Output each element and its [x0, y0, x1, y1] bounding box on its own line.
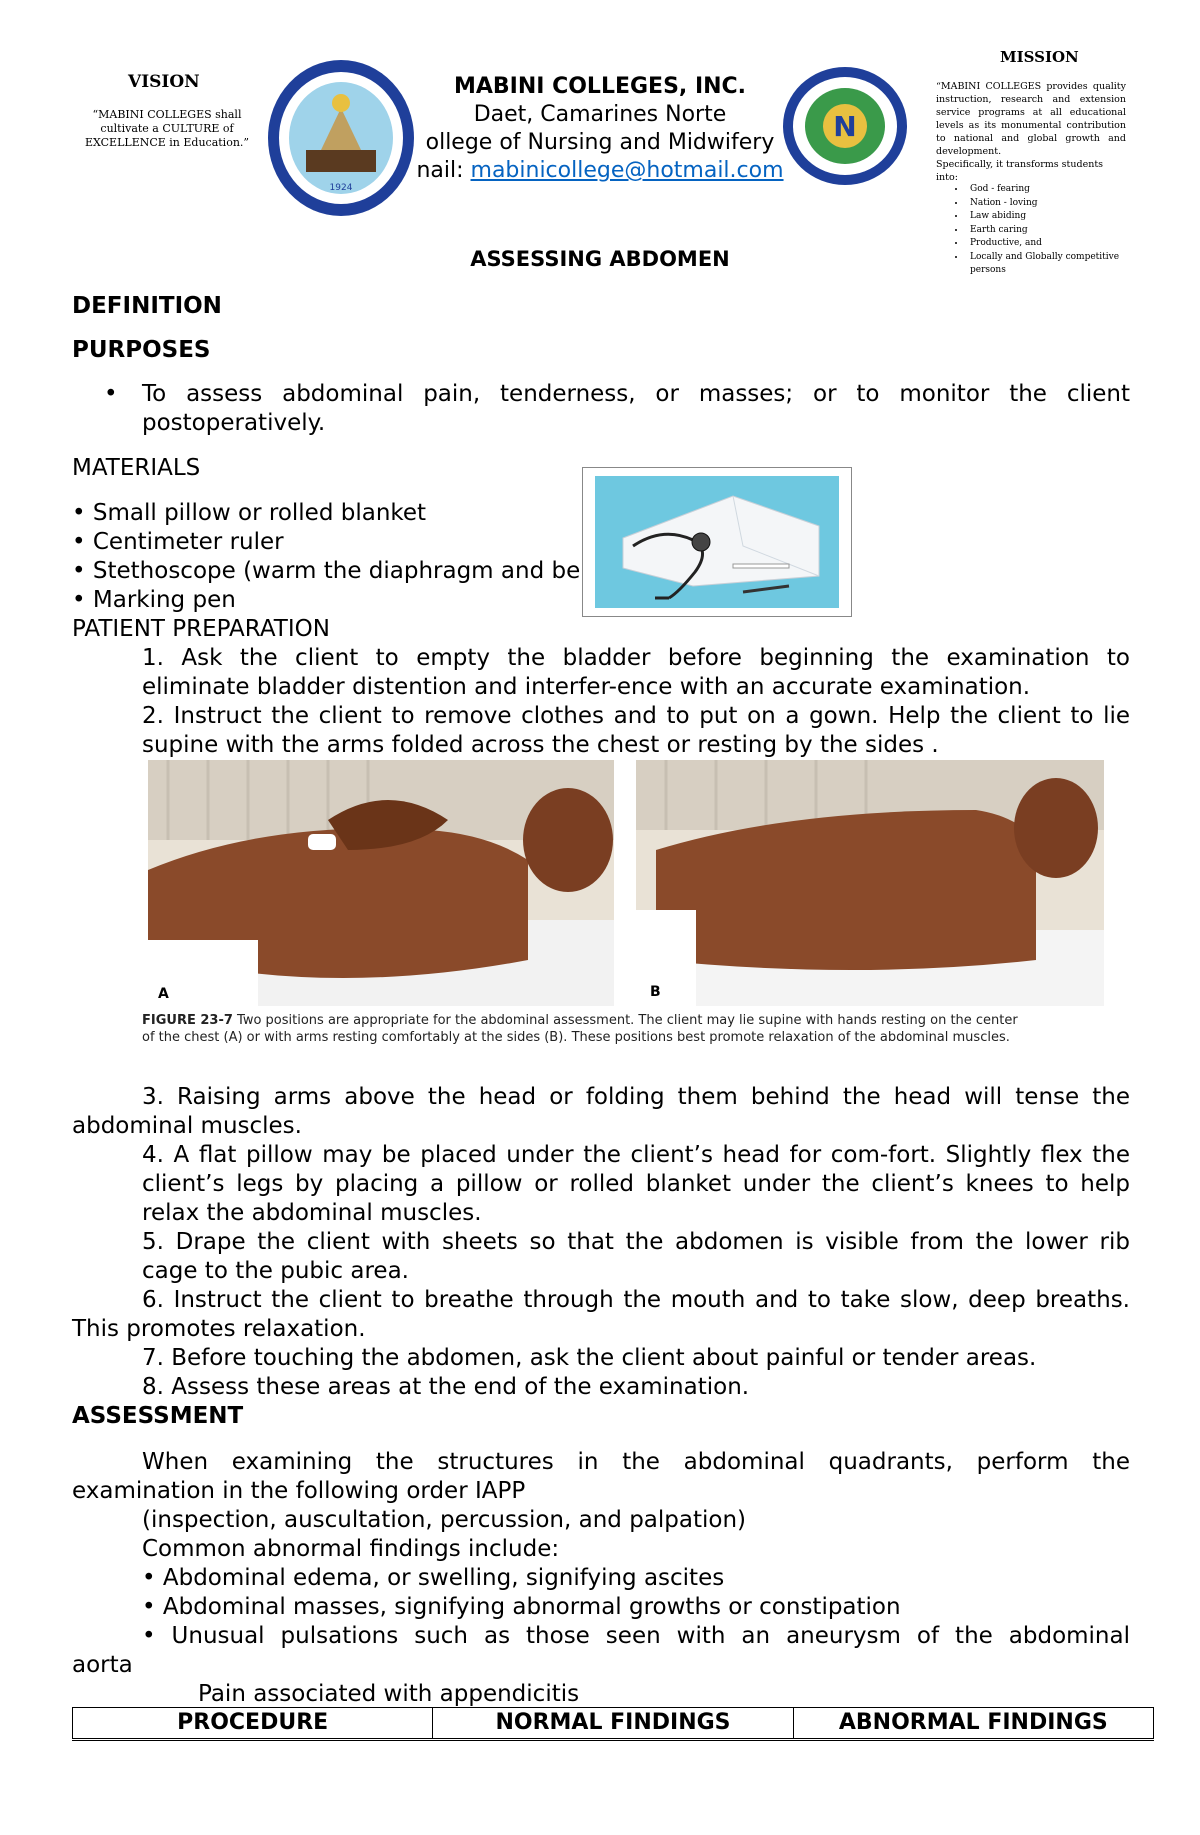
purposes-heading: PURPOSES [72, 337, 211, 363]
figure-caption [142, 1012, 1122, 1046]
figure-caption-line-1: Two positions are appropriate for the abdominal assessment. The client may lie supine with hands resting on the center [237, 1013, 1018, 1028]
vision-title: VISION [128, 72, 200, 92]
svg-text:1924: 1924 [329, 183, 353, 193]
email-link[interactable]: mabinicollege@hotmail.com [470, 158, 784, 183]
materials-item: • Stethoscope (warm the diaphragm and be [72, 558, 581, 584]
mission-item: • Earth caring [966, 224, 1146, 238]
prep-step-4-line-2: client’s legs by placing a pillow or rolled blanket under the client’s knees to help [142, 1171, 1130, 1197]
figure-label-a: A [158, 986, 169, 1002]
assessment-text-2: examination in the following order IAPP [72, 1478, 526, 1504]
materials-heading: MATERIALS [72, 455, 201, 481]
prep-step-8: 8. Assess these areas at the end of the examination. [142, 1374, 750, 1400]
prep-step-1-line-1: 1. Ask the client to empty the bladder before beginning the examination to [142, 645, 1130, 671]
figure-label-b: B [650, 984, 661, 1000]
materials-item: • Small pillow or rolled blanket [72, 500, 427, 526]
mission-text: “MABINI COLLEGES provides quality instruction, research and extension service programs at all educational levels as its monumental contribution to national and global growth and development. [936, 81, 1126, 157]
assessment-finding-aorta: aorta [72, 1652, 133, 1678]
assessment-heading: ASSESSMENT [72, 1403, 244, 1429]
findings-table-header [72, 1707, 1154, 1739]
prep-step-3-line-1: 3. Raising arms above the head or folding them behind the head will tense the [142, 1084, 1130, 1110]
assessment-finding-ascites: • Abdominal edema, or swelling, signifying ascites [142, 1565, 725, 1591]
figure-caption-line-2: of the chest (A) or with arms resting comfortably at the sides (B). These positions best promote relaxation of the abdominal muscles. [142, 1030, 1010, 1045]
mission-item: • Locally and Globally competitive persons [966, 251, 1146, 278]
prep-step-4-line-3: relax the abdominal muscles. [142, 1200, 482, 1226]
prep-step-7: 7. Before touching the abdomen, ask the client about painful or tender areas. [142, 1345, 1037, 1371]
mission-item: • Law abiding [966, 210, 1146, 224]
prep-step-6-line-2: This promotes relaxation. [72, 1316, 366, 1342]
prep-step-1-line-2: eliminate bladder distention and interfer-ence with an accurate examination. [142, 674, 1031, 700]
assessment-iapp: (inspection, auscultation, percussion, and palpation) [142, 1507, 746, 1533]
materials-photo [582, 467, 852, 617]
column-header-procedure: PROCEDURE [73, 1708, 433, 1738]
school-address: Daet, Camarines Norte [473, 102, 727, 127]
email-line [360, 158, 840, 183]
prep-step-2-line-1: 2. Instruct the client to remove clothes and to put on a gown. Help the client to lie [142, 703, 1130, 729]
mission-list [952, 183, 1146, 278]
prep-step-4-line-1: 4. A flat pillow may be placed under the client’s head for com-fort. Slightly flex the [142, 1142, 1130, 1168]
mission-item: • Productive, and [966, 237, 1146, 251]
assessment-appendicitis: Pain associated with appendicitis [198, 1681, 580, 1707]
figure-photo-b [636, 760, 1104, 1006]
mission-specifically: Specifically, it transforms students into: [936, 159, 1104, 183]
bullet-icon: • [104, 381, 118, 407]
school-name: MABINI COLLEGES, INC. [453, 74, 747, 99]
college-name: ollege of Nursing and Midwifery [425, 130, 775, 155]
purpose-text-2: postoperatively. [142, 410, 326, 436]
vision-text: “MABINI COLLEGES shall cultivate a CULTURE of EXCELLENCE in Education.” [84, 108, 250, 149]
page-title: ASSESSING ABDOMEN [470, 247, 730, 271]
materials-item: • Marking pen [72, 587, 236, 613]
assessment-text-1: When examining the structures in the abdominal quadrants, perform the [142, 1449, 1130, 1475]
prep-step-3-line-2: abdominal muscles. [72, 1113, 302, 1139]
prep-step-5-line-1: 5. Drape the client with sheets so that the abdomen is visible from the lower rib [142, 1229, 1130, 1255]
mission-item: • Nation - loving [966, 197, 1146, 211]
figure-caption-label: FIGURE 23-7 [142, 1013, 233, 1028]
nursing-college-seal-logo [782, 66, 908, 186]
purpose-text-1: To assess abdominal pain, tenderness, or masses; or to monitor the client [142, 381, 1130, 407]
prep-step-6-line-1: 6. Instruct the client to breathe through the mouth and to take slow, deep breaths. [142, 1287, 1130, 1313]
assessment-finding-masses: • Abdominal masses, signifying abnormal growths or constipation [142, 1594, 901, 1620]
table-bottom-line [72, 1740, 1154, 1741]
column-header-normal-findings: NORMAL FINDINGS [433, 1708, 793, 1738]
prep-step-5-line-2: cage to the pubic area. [142, 1258, 409, 1284]
patient-prep-heading: PATIENT PREPARATION [72, 616, 330, 642]
column-header-abnormal-findings: ABNORMAL FINDINGS [838, 1710, 1108, 1735]
assessment-common-findings: Common abnormal findings include: [142, 1536, 560, 1562]
mission-item: • God - fearing [966, 183, 1146, 197]
prep-step-2-line-2: supine with the arms folded across the chest or resting by the sides . [142, 732, 939, 758]
definition-heading: DEFINITION [72, 293, 222, 319]
svg-text:N: N [833, 110, 857, 143]
mission-title: MISSION [1000, 48, 1079, 66]
email-label: nail: [416, 158, 471, 183]
materials-item: • Centimeter ruler [72, 529, 284, 555]
figure-photo-a [148, 760, 614, 1006]
assessment-finding-pulsations: • Unusual pulsations such as those seen with an aneurysm of the abdominal [142, 1623, 1130, 1649]
